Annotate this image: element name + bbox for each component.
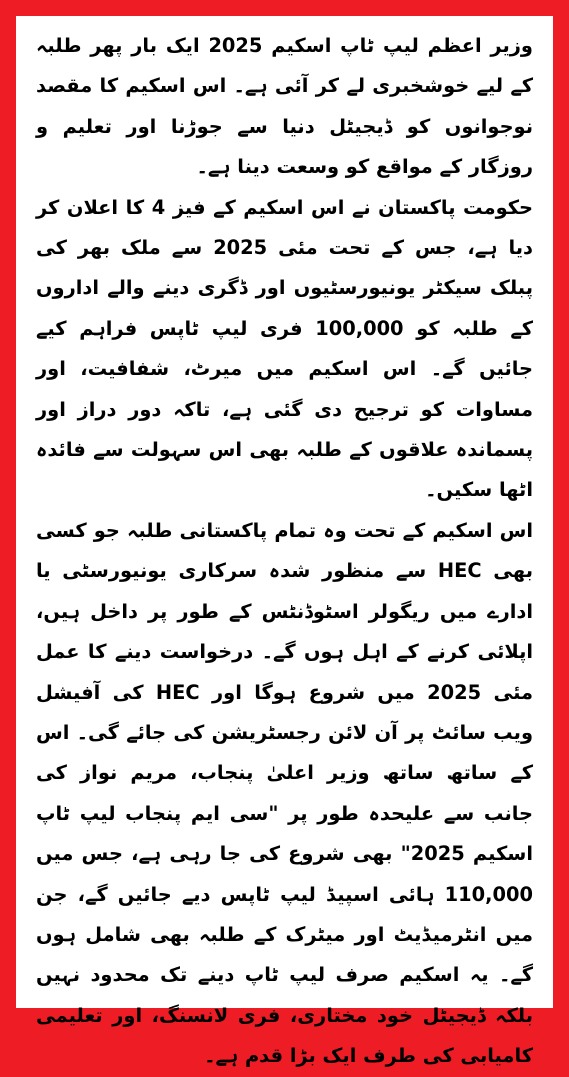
paragraph-eligibility: اس اسکیم کے تحت وہ تمام پاکستانی طلبہ جو کسی بھی HEC سے منظور شدہ سرکاری یونیورسٹی یا ادارے میں ریگولر اسٹوڈنٹس کے طور پر داخل ہیں، اپلائی کرنے کے اہل ہوں گے۔ درخواست دینے کا عمل مئی 2025 میں شروع ہوگا اور HEC کی آفیشل ویب سائٹ پر آن لائن رجسٹریشن کی جائے گی۔ اس کے ساتھ ساتھ وزیر اعلیٰ پنجاب، مریم نواز کی جانب سے علیحدہ طور پر "سی ایم پنجاب لیپ ٹاپ اسکیم 2025" بھی شروع کی جا رہی ہے، جس میں 110,000 ہائی اسپیڈ لیپ ٹاپس دیے جائیں گے، جن میں انٹرمیڈیٹ اور میٹرک کے طلبہ بھی شامل ہوں گے۔ یہ اسکیم صرف لیپ ٹاپ دینے تک محدود نہیں بلکہ ڈیجیٹل خود مختاری، فری لانسنگ، اور تعلیمی کامیابی کی طرف ایک بڑا قدم ہے۔ bbox=[36, 518, 534, 1068]
article-body bbox=[36, 26, 534, 1068]
paragraph-intro: وزیر اعظم لیپ ٹاپ اسکیم 2025 ایک بار پھر طلبہ کے لیے خوشخبری لے کر آئی ہے۔ اس اسکیم کا مقصد نوجوانوں کو ڈیجیٹل دنیا سے جوڑنا اور تعلیم و روزگار کے مواقع کو وسعت دینا ہے۔ bbox=[36, 34, 533, 179]
paragraph-phase-4: حکومت پاکستان نے اس اسکیم کے فیز 4 کا اعلان کر دیا ہے، جس کے تحت مئی 2025 سے ملک بھر کی پبلک سیکٹر یونیورسٹیوں اور ڈگری دینے والے اداروں کے طلبہ کو 100,000 فری لیپ ٹاپس فراہم کیے جائیں گے۔ اس اسکیم میں میرٹ، شفافیت، اور مساوات کو ترجیح دی گئی ہے، تاکہ دور دراز اور پسماندہ علاقوں کے طلبہ بھی اس سہولت سے فائدہ اٹھا سکیں۔ bbox=[36, 195, 534, 502]
article-card bbox=[16, 16, 553, 1068]
